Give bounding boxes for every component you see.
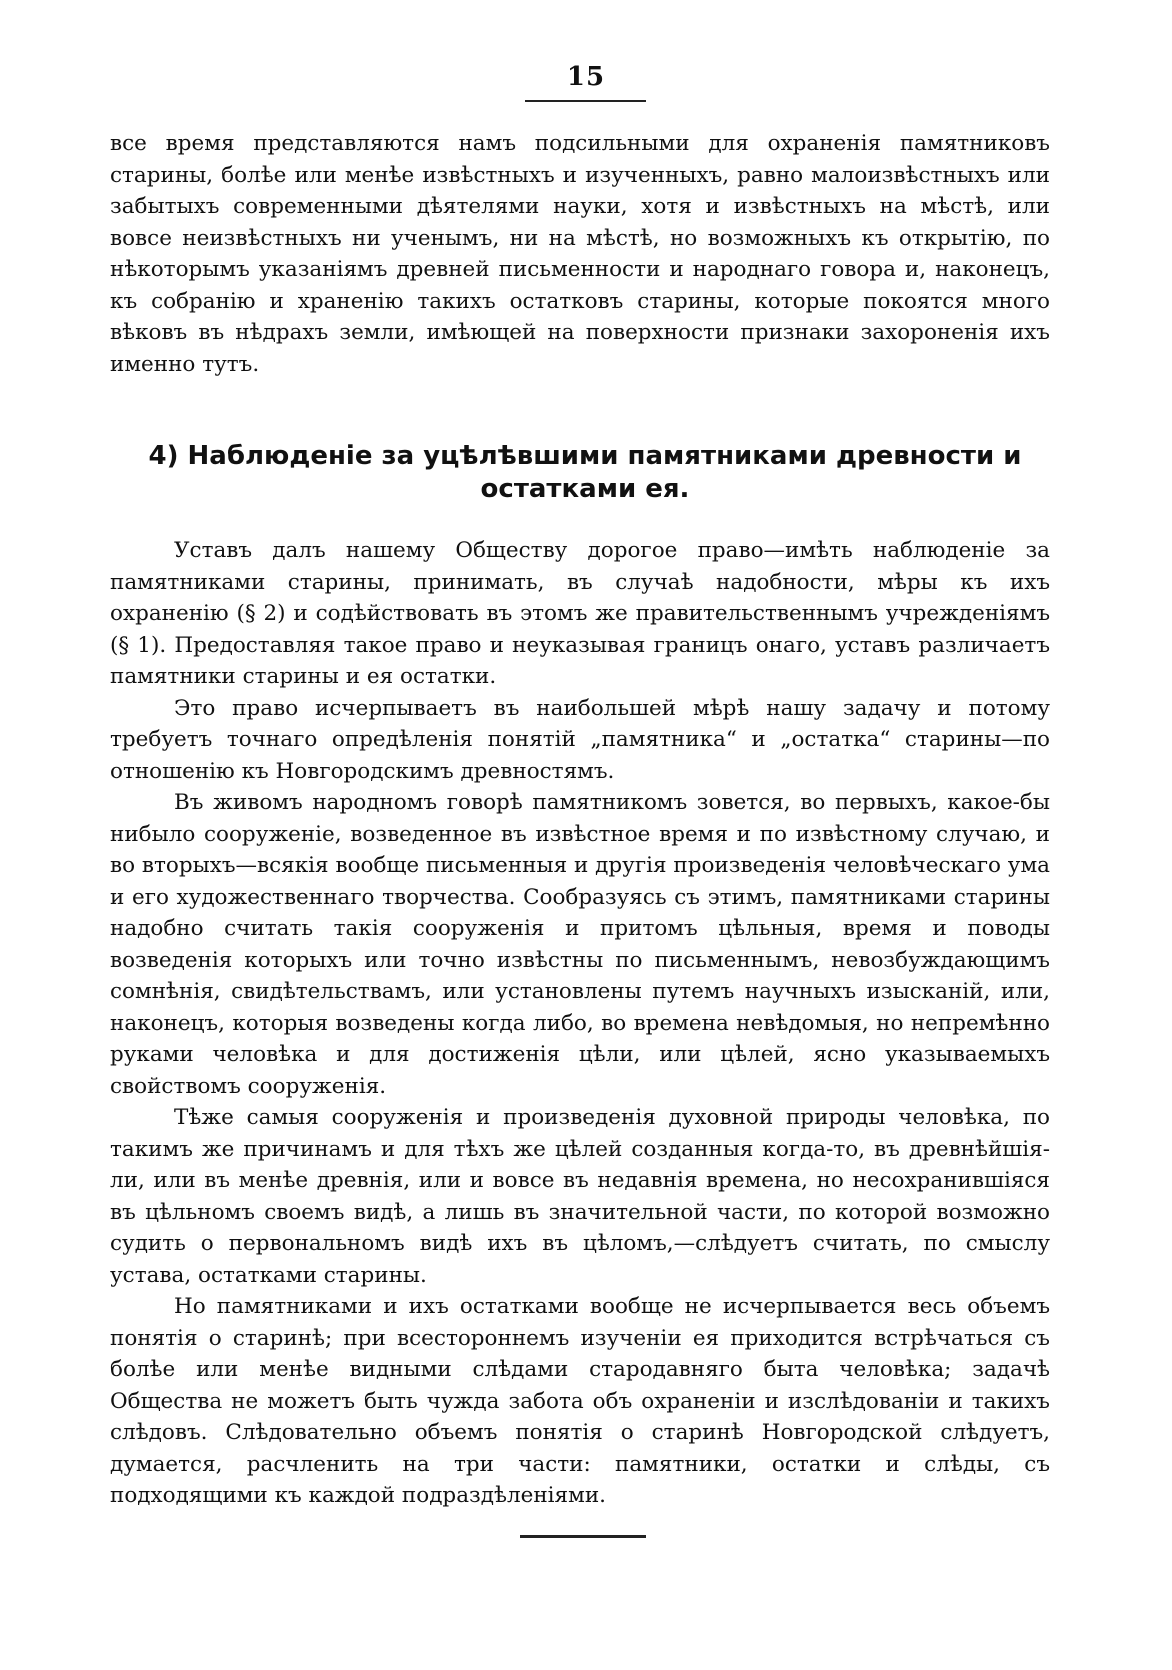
intro-paragraph: все время представляются намъ подсильными для охраненія памятниковъ старины, болѣе или менѣе извѣстныхъ и изученныхъ, равно малоизвѣстныхъ или забытыхъ современными дѣятелями науки, хотя и извѣстныхъ на мѣстѣ, или вовсе неизвѣстныхъ ни ученымъ, ни на мѣстѣ, но возможныхъ къ открытію, по нѣкоторымъ указаніямъ древней письменности и народнаго говора и, наконецъ, къ собранію и храненію такихъ остатковъ старины, которые покоятся много вѣковъ въ нѣдрахъ земли, имѣющей на поверхности признаки захороненія ихъ именно тутъ. xyxy=(110,131,1050,377)
section-heading xyxy=(110,440,1060,506)
body-paragraph: Но памятниками и ихъ остатками вообще не исчерпывается весь объемъ понятія о старинѣ; при всестороннемъ изученіи ея приходится встрѣчаться съ болѣе или менѣе видными слѣдами стародавняго быта человѣка; задачѣ Общества не можетъ быть чужда забота объ охраненіи и изслѣдованіи и такихъ слѣдовъ. Слѣдовательно объемъ понятія о старинѣ Новгородской слѣдуетъ, думается, расчленить на три части: памятники, остатки и слѣды, съ подходящими къ каждой подраздѣленіями. xyxy=(110,1294,1050,1508)
section-body xyxy=(110,535,1050,1512)
body-paragraph: Тѣже самыя сооруженія и произведенія духовной природы человѣка, по такимъ же причинамъ и для тѣхъ же цѣлей созданныя когда-то, въ древнѣйшія-ли, или въ менѣе древнія, или и вовсе въ недавнія времена, но несохранившіяся въ цѣльномъ своемъ видѣ, а лишь въ значительной части, по которой возможно судить о первональномъ видѣ ихъ въ цѣломъ,—слѣдуетъ считать, по смыслу устава, остатками старины. xyxy=(110,1105,1050,1288)
end-rule xyxy=(520,1535,646,1538)
body-paragraph: Въ живомъ народномъ говорѣ памятникомъ зовется, во первыхъ, какое-бы нибыло сооруженіе, возведенное въ извѣстное время и по извѣстному случаю, и во вторыхъ—всякія вообще письменныя и другія произведенія человѣческаго ума и его художественнаго творчества. Сообразуясь съ этимъ, памятниками старины надобно считать такія сооруженія и притомъ цѣльныя, время и поводы возведенія которыхъ или точно извѣстны по письменнымъ, невозбуждающимъ сомнѣнія, свидѣтельствамъ, или установлены путемъ научныхъ изысканій, или, наконецъ, которыя возведены когда либо, во времена невѣдомыя, но непремѣнно руками человѣка и для достиженія цѣли, или цѣлей, ясно указываемыхъ свойствомъ сооруженія. xyxy=(110,790,1050,1099)
section-heading-line-2: остатками ея. xyxy=(480,474,690,504)
body-paragraph: Уставъ далъ нашему Обществу дорогое право—имѣть наблюденіе за памятниками старины, принимать, въ случаѣ надобности, мѣры къ ихъ охраненію (§ 2) и содѣйствовать въ этомъ же правительственнымъ учрежденіямъ (§ 1). Предоставляя такое право и неуказывая границъ онаго, уставъ различаетъ памятники старины и ея остатки. xyxy=(110,538,1050,689)
body-paragraph: Это право исчерпываетъ въ наибольшей мѣрѣ нашу задачу и потому требуетъ точнаго опредѣленія понятій „памятника“ и „остатка“ старины—по отношенію къ Новгородскимъ древностямъ. xyxy=(110,695,1050,784)
page-number: 15 xyxy=(566,62,606,92)
intro-text xyxy=(110,128,1050,380)
section-heading-line-1: 4) Наблюденіе за уцѣлѣвшими памятниками древности и xyxy=(148,441,1022,471)
page-number-rule xyxy=(525,100,646,102)
